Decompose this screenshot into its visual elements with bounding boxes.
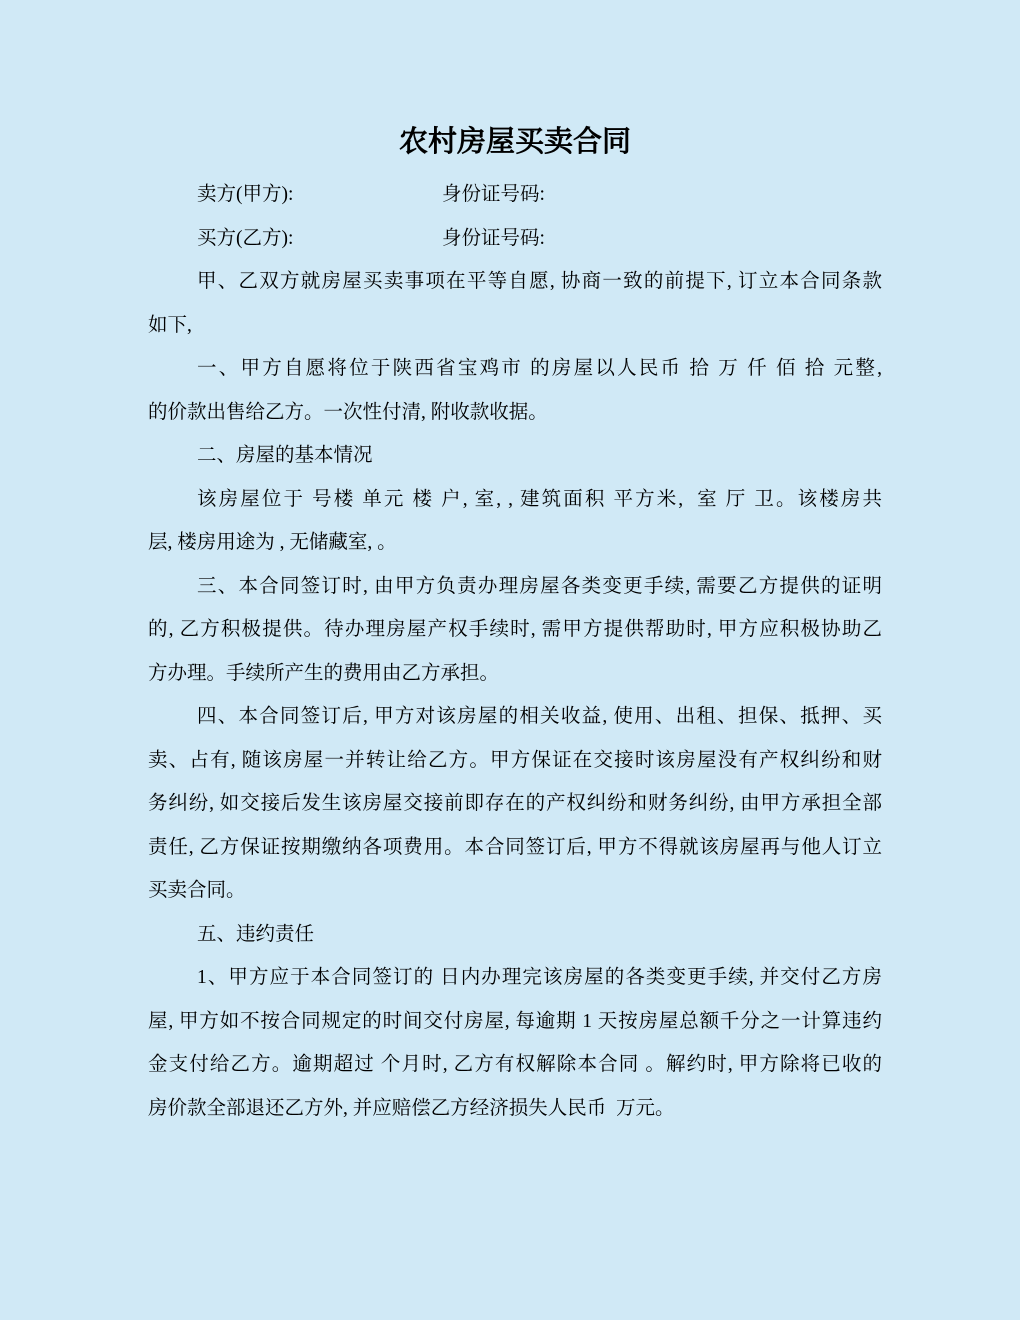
buyer-id-label: 身份证号码:: [442, 227, 545, 249]
contract-line: 五、违约责任: [197, 923, 315, 945]
contract-line: 方办理。手续所产生的费用由乙方承担。: [148, 662, 500, 684]
contract-body: [148, 260, 882, 1130]
contract-line: 甲、乙双方就房屋买卖事项在平等自愿, 协商一致的前提下, 订立本合同条款: [197, 271, 882, 292]
party-line-seller: [148, 173, 882, 217]
contract-line: 房价款全部退还乙方外, 并应赔偿乙方经济损失人民币 万元。: [148, 1097, 675, 1119]
contract-line: 买卖合同。: [148, 880, 246, 901]
party-line-buyer: [148, 217, 882, 261]
contract-line: 金支付给乙方。逾期超过 个月时, 乙方有权解除本合同 。解约时, 甲方除将已收的: [148, 1054, 882, 1075]
contract-line: 屋, 甲方如不按合同规定的时间交付房屋, 每逾期 1 天按房屋总额千分之一计算违约: [148, 1010, 882, 1032]
contract-line: 的价款出售给乙方。一次性付清, 附收款收据。: [148, 401, 548, 423]
page-title: 农村房屋买卖合同: [398, 126, 631, 158]
contract-line: 四、本合同签订后, 甲方对该房屋的相关收益, 使用、出租、担保、抵押、买: [197, 706, 882, 727]
contract-line: 三、本合同签订时, 由甲方负责办理房屋各类变更手续, 需要乙方提供的证明: [197, 575, 882, 597]
contract-line: 一、甲方自愿将位于陕西省宝鸡市 的房屋以人民币 拾 万 仟 佰 拾 元整,: [197, 358, 882, 379]
buyer-label: 买方(乙方):: [197, 227, 294, 249]
seller-label: 卖方(甲方):: [197, 184, 294, 205]
contract-text-block: [148, 173, 882, 1130]
contract-line: 如下,: [148, 314, 192, 336]
contract-line: 的, 乙方积极提供。待办理房屋产权手续时, 需甲方提供帮助时, 甲方应积极协助乙: [148, 619, 882, 640]
seller-id-label: 身份证号码:: [442, 184, 545, 205]
contract-line: 责任, 乙方保证按期缴纳各项费用。本合同签订后, 甲方不得就该房屋再与他人订立: [148, 836, 882, 858]
contract-line: 二、房屋的基本情况: [197, 445, 373, 466]
contract-line: 1、甲方应于本合同签订的 日内办理完该房屋的各类变更手续, 并交付乙方房: [197, 967, 882, 988]
contract-line: 层, 楼房用途为 , 无储藏室, 。: [148, 532, 397, 553]
contract-line: 务纠纷, 如交接后发生该房屋交接前即存在的产权纠纷和财务纠纷, 由甲方承担全部: [148, 793, 882, 814]
contract-line: 卖、占有, 随该房屋一并转让给乙方。甲方保证在交接时该房屋没有产权纠纷和财: [148, 749, 882, 771]
contract-line: 该房屋位于 号楼 单元 楼 户, 室, , 建筑面积 平方米, 室 厅 卫。该楼房共: [197, 488, 882, 510]
